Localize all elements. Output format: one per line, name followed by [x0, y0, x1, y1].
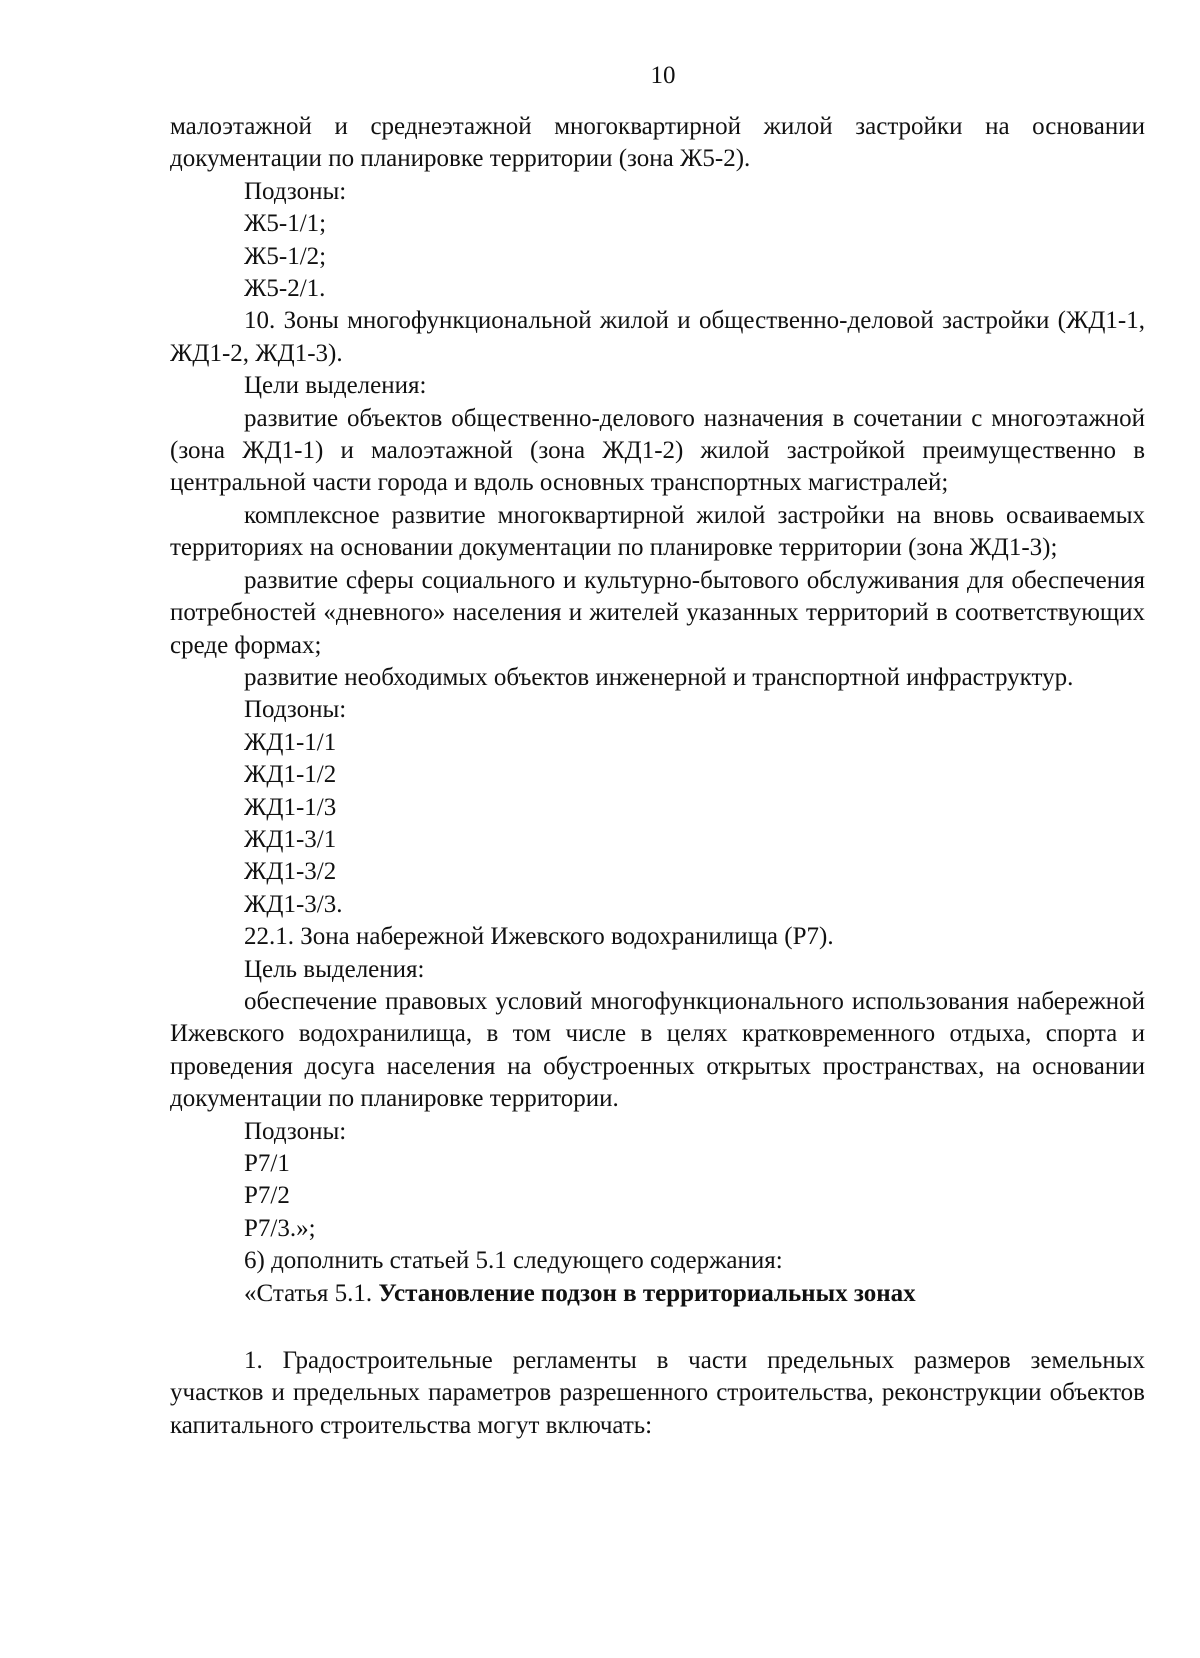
paragraph: 6) дополнить статьей 5.1 следующего содержания: — [244, 1247, 783, 1275]
paragraph: развитие объектов общественно-делового назначения в сочетании с многоэтажной (зона ЖД1-1) и малоэтажной (зона ЖД1-2) жилой застройкой преимущественно в центральной части города и вдоль основных транспортных магистралей; — [170, 404, 1145, 497]
list-item: ЖД1-3/2 — [244, 858, 337, 886]
paragraph: Подзоны: — [244, 696, 347, 724]
list-item: Ж5-1/1; — [244, 210, 327, 238]
article-heading — [170, 1278, 1145, 1310]
list-item: Р7/1 — [244, 1150, 290, 1177]
paragraph: комплексное развитие многоквартирной жилой застройки на вновь осваиваемых территориях на основании документации по планировке территории (зона ЖД1-3); — [170, 501, 1145, 562]
article-title: Установление подзон в территориальных зонах — [378, 1279, 916, 1307]
article-prefix: «Статья 5.1. — [244, 1279, 379, 1307]
paragraph: Цели выделения: — [244, 372, 427, 400]
list-item: ЖД1-3/3. — [244, 890, 343, 918]
list-item: ЖД1-1/2 — [244, 761, 337, 789]
paragraph: 1. Градостроительные регламенты в части предельных размеров земельных участков и предельных параметров разрешенного строительства, реконструкции объектов капитального строительства могут включать: — [170, 1347, 1145, 1439]
paragraph: малоэтажной и среднеэтажной многоквартирной жилой застройки на основании документации по планировке территории (зона Ж5-2). — [170, 113, 1145, 173]
page-number: 10 — [650, 62, 676, 89]
list-item: Р7/3.»; — [244, 1214, 316, 1242]
paragraph: развитие необходимых объектов инженерной и транспортной инфраструктур. — [244, 663, 1074, 691]
paragraph: 22.1. Зона набережной Ижевского водохранилища (Р7). — [244, 923, 834, 951]
list-item: ЖД1-3/1 — [244, 825, 337, 853]
paragraph-spacer — [170, 1310, 1145, 1345]
list-item: Ж5-2/1. — [244, 275, 326, 303]
paragraph: 10. Зоны многофункциональной жилой и общественно-деловой застройки (ЖД1-1, ЖД1-2, ЖД1-3). — [170, 307, 1145, 367]
paragraph: обеспечение правовых условий многофункционального использования набережной Ижевского водохранилища, в том числе в целях кратковременного отдыха, спорта и проведения досуга населения на обустроенных открытых пространствах, на основании документации по планировке территории. — [170, 987, 1145, 1113]
list-item: Р7/2 — [244, 1182, 290, 1210]
paragraph: Подзоны: — [244, 177, 347, 205]
list-item: Ж5-1/2; — [244, 242, 327, 270]
paragraph: Цель выделения: — [244, 955, 425, 983]
paragraph: Подзоны: — [244, 1117, 347, 1145]
list-item: ЖД1-1/1 — [244, 728, 337, 756]
paragraph: развитие сферы социального и культурно-бытового обслуживания для обеспечения потребностей «дневного» населения и жителей указанных территорий в соответствующих среде формах; — [170, 566, 1145, 659]
document-body — [170, 111, 1145, 1442]
list-item: ЖД1-1/3 — [244, 793, 337, 821]
